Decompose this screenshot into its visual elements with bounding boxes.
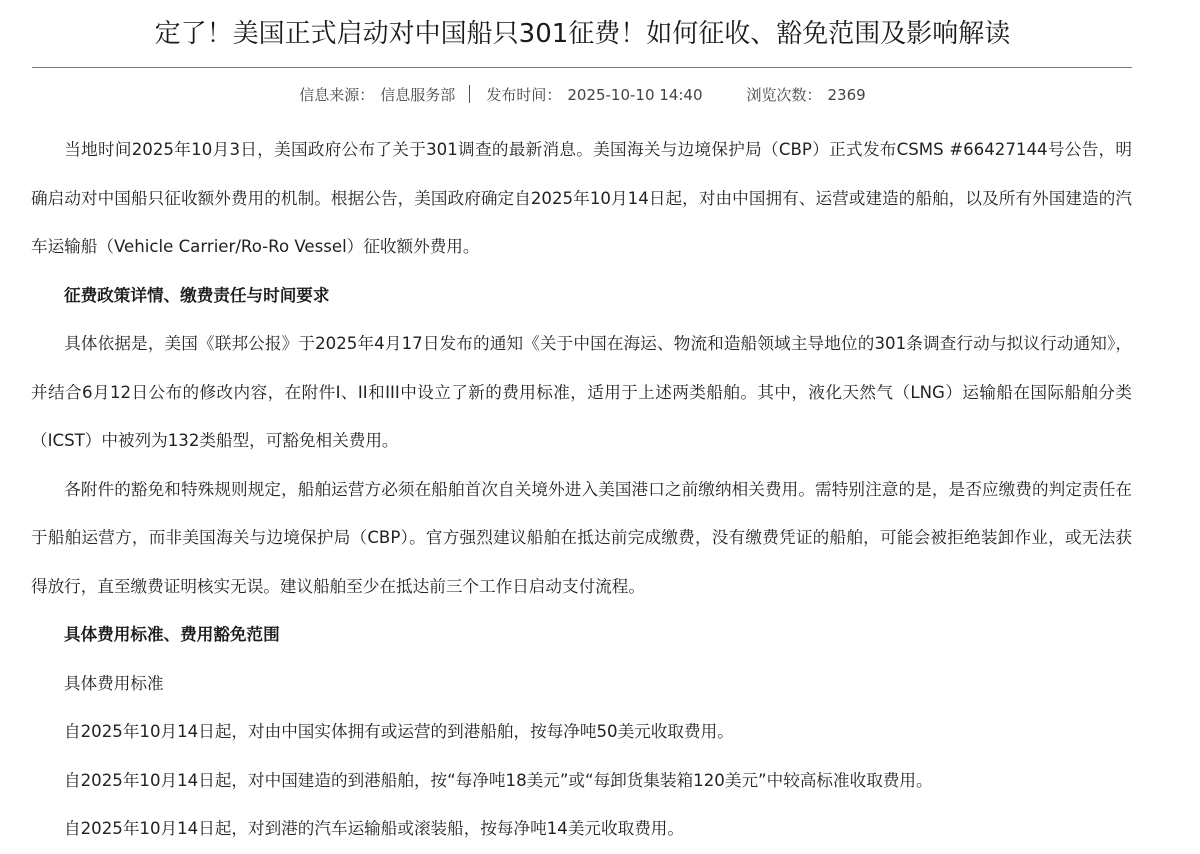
meta-separator: [469, 85, 470, 103]
fee-item-vehicle-carrier: 自2025年10月14日起，对到港的汽车运输船或滚装船，按每净吨14美元收取费用。: [64, 819, 684, 838]
source-label: 信息来源：: [299, 86, 375, 104]
section-heading-fees: 具体费用标准、费用豁免范围: [64, 625, 280, 644]
paragraph-legal-basis: 具体依据是，美国《联邦公报》于2025年4月17日发布的通知《关于中国在海运、物流和造船领域主导地位的301条调查行动与拟议行动通知》，并结合6月12日公布的修改内容，在附件I、II和III中设立了新的费用标准，适用于上述两类船舶。其中，液化天然气（LNG）运输船在国际船舶分类（ICST）中被列为132类船型，可豁免相关费用。: [31, 334, 1132, 450]
section-heading-policy: 征费政策详情、缴费责任与时间要求: [64, 285, 330, 305]
title-divider: [32, 67, 1132, 68]
view-count-label: 浏览次数：: [746, 86, 822, 104]
publish-time-label: 发布时间：: [486, 86, 562, 104]
article-meta: [0, 84, 1165, 106]
fee-item-chinese-owned: 自2025年10月14日起，对由中国实体拥有或运营的到港船舶，按每净吨50美元收取费用。: [64, 722, 734, 741]
publish-time-value: 2025-10-10 14:40: [567, 86, 703, 104]
fee-item-chinese-built: 自2025年10月14日起，对中国建造的到港船舶，按“每净吨18美元”或“每卸货集装箱120美元”中较高标准收取费用。: [64, 770, 933, 790]
source-value: 信息服务部: [380, 86, 456, 104]
article-title: 定了！美国正式启动对中国船只301征费！如何征收、豁免范围及影响解读: [154, 19, 1011, 49]
subheading-fee-standards: 具体费用标准: [64, 673, 164, 693]
paragraph-payment-rules: 各附件的豁免和特殊规则规定，船舶运营方必须在船舶首次自关境外进入美国港口之前缴纳相关费用。需特别注意的是，是否应缴费的判定责任在于船舶运营方，而非美国海关与边境保护局（CBP）。官方强烈建议船舶在抵达前完成缴费，没有缴费凭证的船舶，可能会被拒绝装卸作业，或无法获得放行，直至缴费证明核实无误。建议船舶至少在抵达前三个工作日启动支付流程。: [31, 479, 1132, 596]
view-count-value: 2369: [827, 86, 866, 104]
paragraph-announcement: 当地时间2025年10月3日，美国政府公布了关于301调查的最新消息。美国海关与边境保护局（CBP）正式发布CSMS #66427144号公告，明确启动对中国船只征收额外费用的机制。根据公告，美国政府确定自2025年10月14日起，对由中国拥有、运营或建造的船舶，以及所有外国建造的汽车运输船（Vehicle Carrier/Ro-Ro Vessel）征收额外费用。: [31, 140, 1132, 256]
article-body: [31, 126, 1132, 854]
